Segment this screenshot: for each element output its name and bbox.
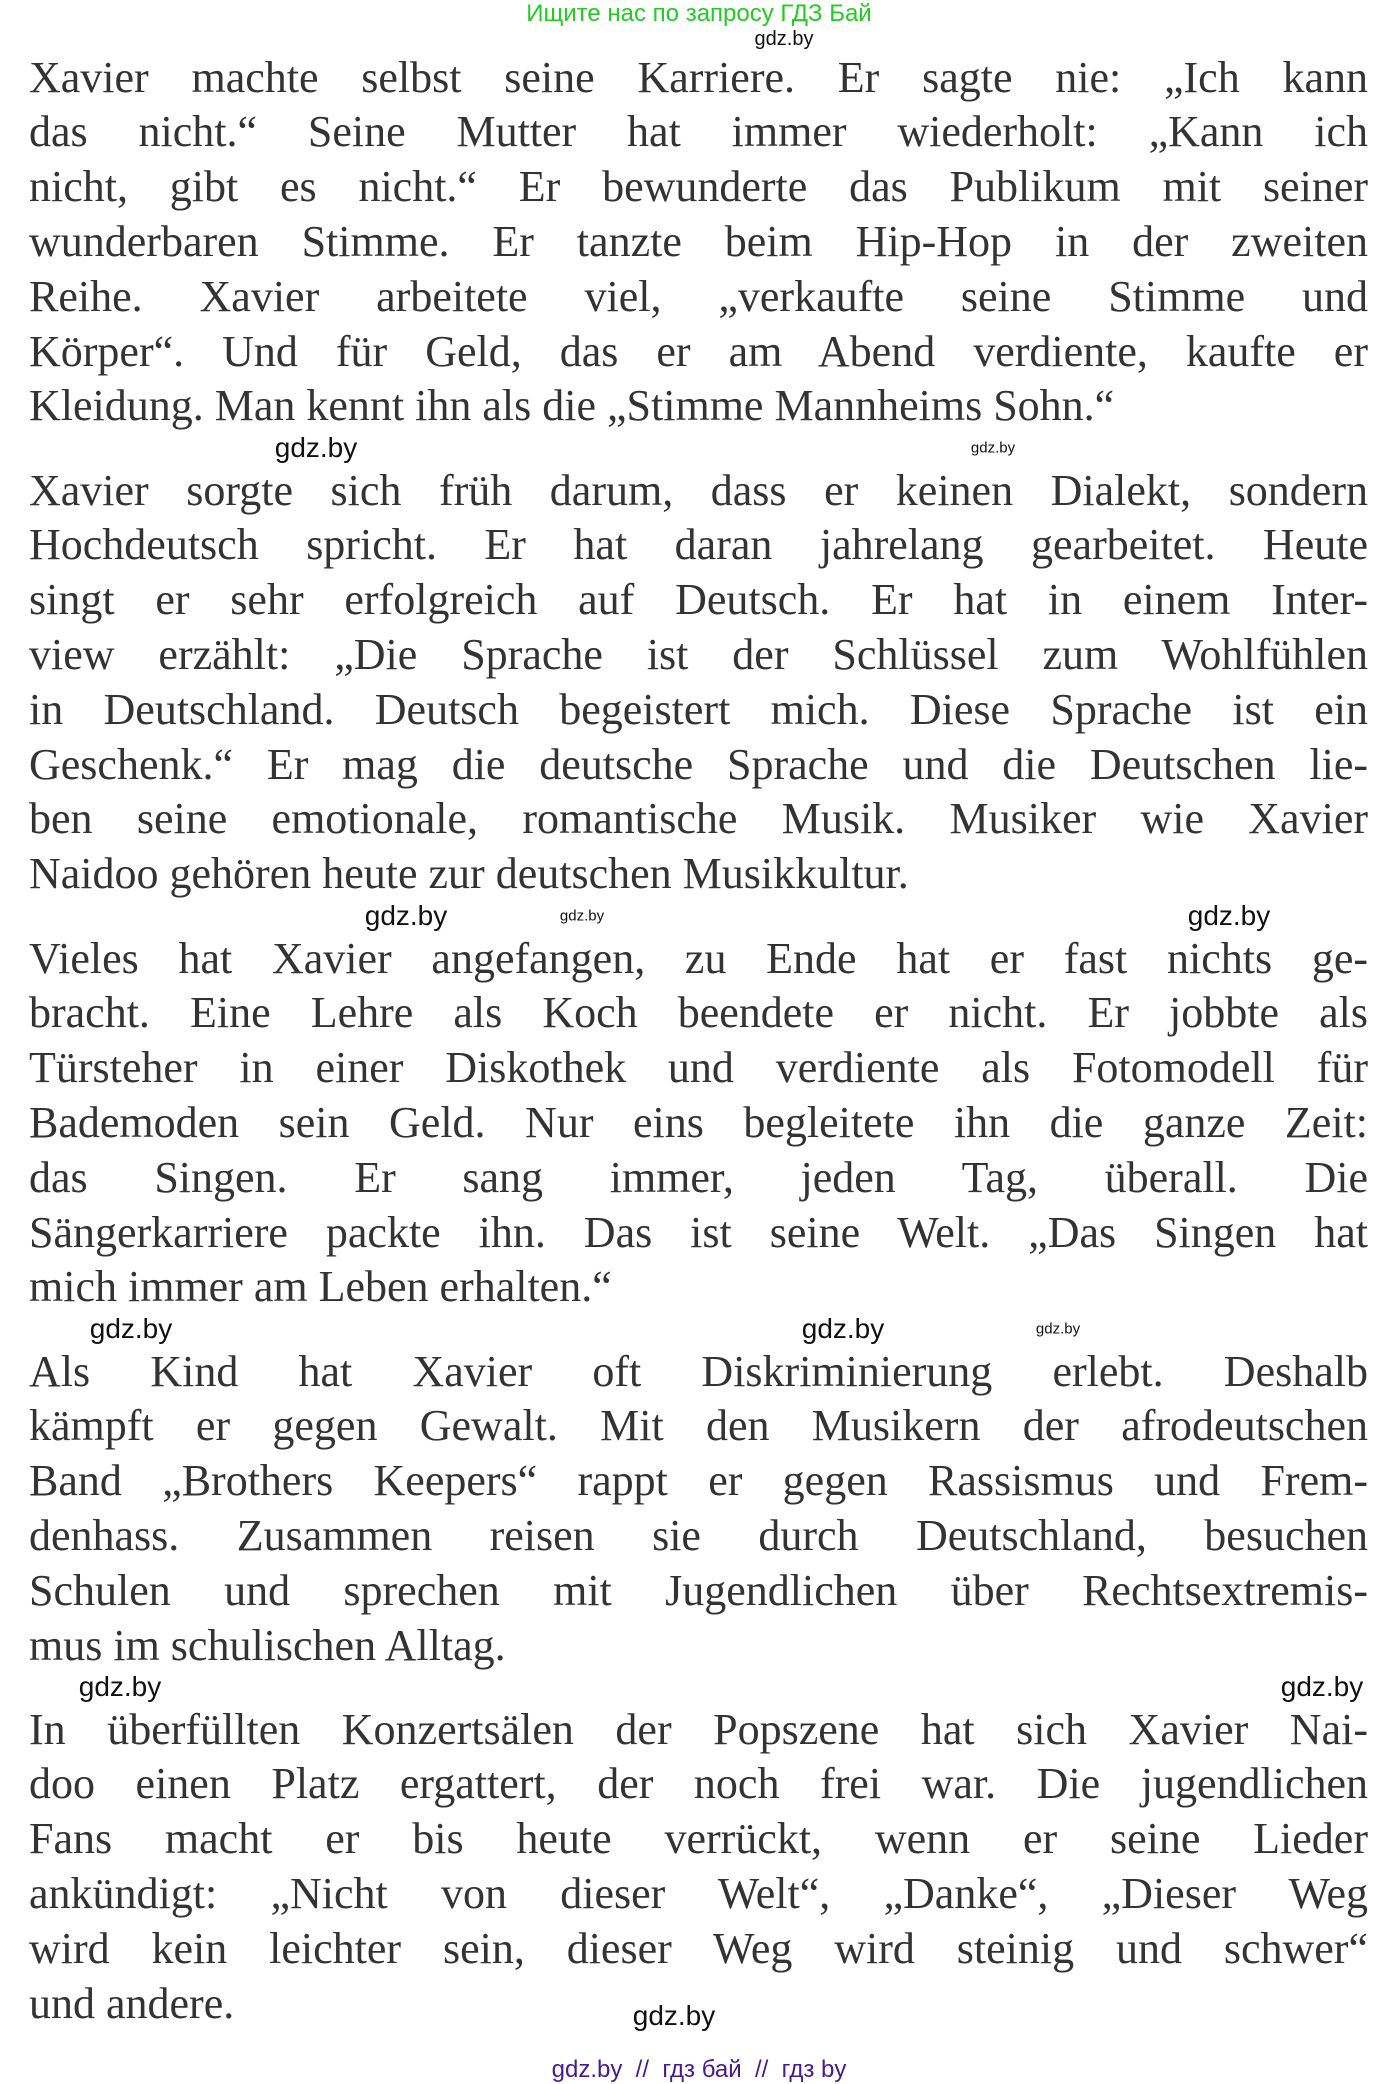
text-line: Reihe. Xavier arbeitete viel, „verkaufte seine Stimme und <box>29 271 1368 321</box>
text-line: Kleidung. Man kennt ihn als die „Stimme Mannheims Sohn.“ <box>29 381 1115 431</box>
text-line: Geschenk.“ Er mag die deutsche Sprache und die Deutschen lie- <box>29 739 1368 789</box>
text-line: Fans macht er bis heute verrückt, wenn er seine Lieder <box>29 1814 1368 1864</box>
text-line: und andere. <box>29 1978 235 2028</box>
text-line: das Singen. Er sang immer, jeden Tag, überall. Die <box>29 1152 1368 1202</box>
watermark: gdz.by <box>754 28 814 50</box>
text-line: Sängerkarriere packte ihn. Das ist seine Welt. „Das Singen hat <box>29 1207 1368 1257</box>
text-line: Naidoo gehören heute zur deutschen Musikkultur. <box>29 849 909 899</box>
text-line: nicht, gibt es nicht.“ Er bewunderte das Publikum mit seiner <box>29 162 1368 212</box>
text-line: das nicht.“ Seine Mutter hat immer wiederholt: „Kann ich <box>29 107 1368 157</box>
text-line: kämpft er gegen Gewalt. Mit den Musikern der afrodeutschen <box>29 1401 1368 1451</box>
footer-links: gdz.by // гдз бай // гдз by <box>551 2056 847 2083</box>
text-line: In überfüllten Konzertsälen der Popszene hat sich Xavier Nai- <box>29 1704 1368 1754</box>
text-line: Bademoden sein Geld. Nur eins begleitete ihn die ganze Zeit: <box>29 1097 1368 1147</box>
text-line: mus im schulischen Alltag. <box>29 1620 506 1670</box>
text-line: bracht. Eine Lehre als Koch beendete er nicht. Er jobbte als <box>29 988 1368 1038</box>
watermark: gdz.by <box>364 900 448 931</box>
text-line: ben seine emotionale, romantische Musik. Musiker wie Xavier <box>29 794 1368 844</box>
watermark: gdz.by <box>559 907 605 925</box>
watermark: gdz.by <box>632 2000 716 2031</box>
text-line: denhass. Zusammen reisen sie durch Deutschland, besuchen <box>29 1510 1368 1560</box>
text-line: wird kein leichter sein, dieser Weg wird steinig und schwer“ <box>29 1923 1368 1973</box>
text-line: Als Kind hat Xavier oft Diskriminierung erlebt. Deshalb <box>29 1346 1368 1396</box>
text-line: Türsteher in einer Diskothek und verdiente als Fotomodell für <box>29 1043 1368 1093</box>
text-line: Xavier machte selbst seine Karriere. Er sagte nie: „Ich kann <box>29 52 1368 102</box>
text-line: Vieles hat Xavier angefangen, zu Ende hat er fast nichts ge- <box>29 933 1368 983</box>
watermark: gdz.by <box>274 432 358 463</box>
text-line: ankündigt: „Nicht von dieser Welt“, „Danke“, „Dieser Weg <box>29 1868 1368 1918</box>
text-line: Schulen und sprechen mit Jugendlichen über Rechtsextremis- <box>29 1565 1368 1615</box>
watermark: gdz.by <box>89 1313 173 1344</box>
watermark: gdz.by <box>1187 900 1271 931</box>
text-line: wunderbaren Stimme. Er tanzte beim Hip-Hop in der zweiten <box>29 216 1368 266</box>
text-line: Hochdeutsch spricht. Er hat daran jahrelang gearbeitet. Heute <box>29 520 1368 570</box>
search-hint-banner: Ищите нас по запросу ГДЗ Бай <box>526 0 872 27</box>
text-line: in Deutschland. Deutsch begeistert mich. Diese Sprache ist ein <box>29 684 1368 734</box>
text-line: Körper“. Und für Geld, das er am Abend verdiente, kaufte er <box>29 326 1368 376</box>
watermark: gdz.by <box>1280 1671 1364 1702</box>
text-line: Xavier sorgte sich früh darum, dass er keinen Dialekt, sondern <box>29 465 1368 515</box>
watermark: gdz.by <box>78 1671 162 1702</box>
watermark: gdz.by <box>801 1313 885 1344</box>
text-line: mich immer am Leben erhalten.“ <box>29 1262 612 1312</box>
text-line: Band „Brothers Keepers“ rappt er gegen Rassismus und Frem- <box>29 1456 1368 1506</box>
text-line: singt er sehr erfolgreich auf Deutsch. Er hat in einem Inter- <box>29 575 1368 625</box>
text-line: view erzählt: „Die Sprache ist der Schlüssel zum Wohlfühlen <box>29 629 1368 679</box>
watermark: gdz.by <box>970 439 1016 457</box>
text-line: doo einen Platz ergattert, der noch frei war. Die jugendlichen <box>29 1759 1368 1809</box>
watermark: gdz.by <box>1035 1320 1081 1338</box>
